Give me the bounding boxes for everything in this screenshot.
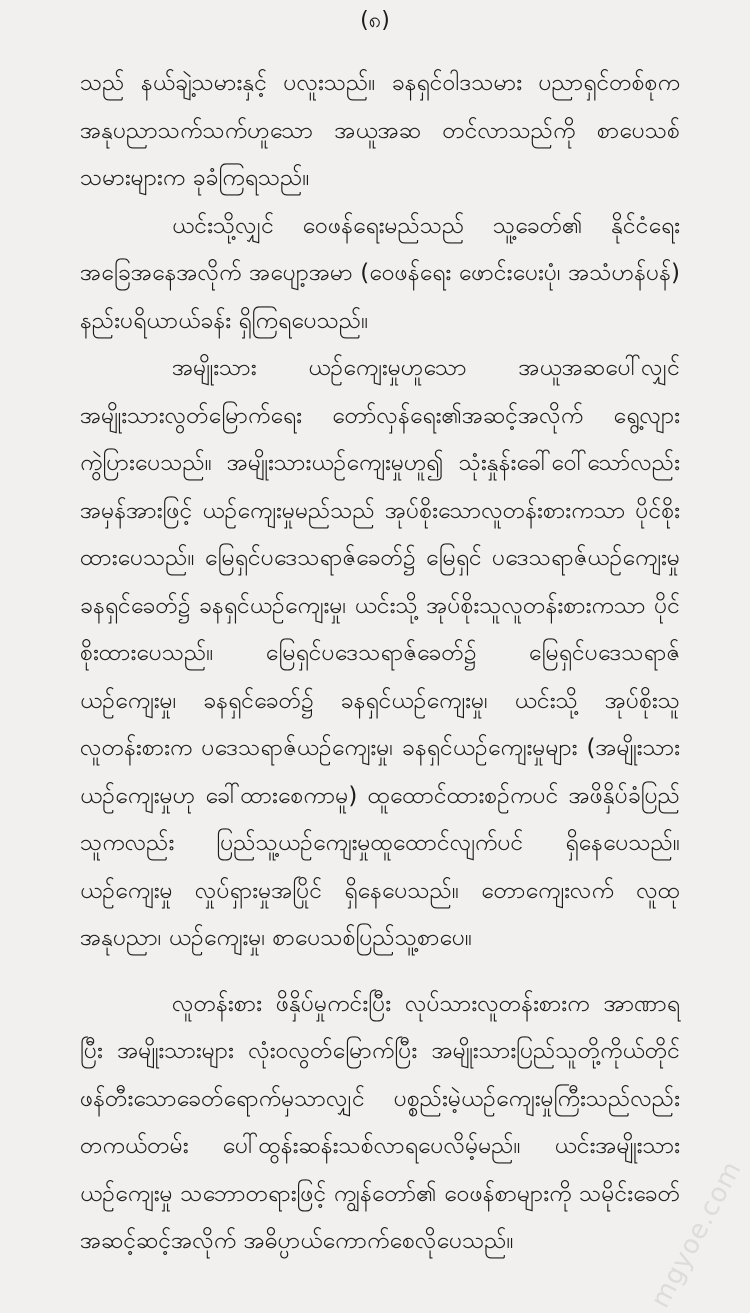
paragraph-4: လူတန်းစား ဖိနှိပ်မှုကင်းပြီး လုပ်သားလူတန်းစားက အာဏာရပြီး အမျိုးသားများ လုံးဝလွတ်မြောက်ပြီး အမျိုးသားပြည်သူတို့ကိုယ်တိုင် ဖန်တီးသောခေတ်ရောက်မှသာလျှင် ပစ္စည်းမဲ့ယဉ်ကျေးမှုကြီးသည်လည်း တကယ်တမ်း ပေါ်ထွန်းဆန်းသစ်လာရပေလိမ့်မည်။ ယင်းအမျိုးသားယဉ်ကျေးမှု သဘောတရားဖြင့် ကျွန်တော်၏ ဝေဖန်စာများကို သမိုင်းခေတ်အဆင့်ဆင့်အလိုက် အဓိပ္ပာယ်ကောက်စေလိုပေသည်။ [80, 990, 680, 1254]
body-text [80, 60, 680, 1266]
page-number: (၈) [360, 8, 390, 33]
paragraph-2: ယင်းသို့လျှင် ဝေဖန်ရေးမည်သည် သူ့ခေတ်၏ နိုင်ငံရေးအခြေအနေအလိုက် အပျော့အမာ (ဝေဖန်ရေး ဖောင်းပေးပုံ၊ အသံဟန်ပန်) နည်းပရိယာယ်ခန်း ရှိကြရပေသည်။ [80, 212, 680, 334]
paragraph-3: အမျိုးသား ယဉ်ကျေးမှုဟူသော အယူအဆပေါ်လျှင် အမျိုးသားလွတ်မြောက်ရေး တော်လှန်ရေး၏အဆင့်အလိုက် ရွေ့လျားကွဲပြားပေသည်။ အမျိုးသားယဉ်ကျေးမှုဟူ၍ သုံးနှုန်းခေါ်ဝေါ်သော်လည်း အမှန်အားဖြင့် ယဉ်ကျေးမှုမည်သည် အုပ်စိုးသောလူတန်းစားကသာ ပိုင်စိုးထားပေသည်။ မြေရှင်ပဒေသရာဇ်ခေတ်၌ မြေရှင် ပဒေသရာဇ်ယဉ်ကျေးမှု ခနရှင်ခေတ်၌ ခနရှင်ယဉ်ကျေးမှု၊ ယင်းသို့ အုပ်စိုးသူလူတန်းစားကသာ ပိုင်စိုးထားပေသည်။ မြေရှင်ပဒေသရာဇ်ခေတ်၌ မြေရှင်ပဒေသရာဇ် ယဉ်ကျေးမှု၊ ခနရှင်ခေတ်၌ ခနရှင်ယဉ်ကျေးမှု၊ ယင်းသို့ အုပ်စိုးသူလူတန်းစားက ပဒေသရာဇ်ယဉ်ကျေးမှု၊ ခနရှင်ယဉ်ကျေးမှုများ (အမျိုးသားယဉ်ကျေးမှုဟု ခေါ်ထားစေကာမူ) ထူထောင်ထားစဉ်ကပင် အဖိနှိပ်ခံပြည်သူကလည်း ပြည်သူ့ယဉ်ကျေးမှုထူထောင်လျက်ပင် ရှိနေပေသည်။ ယဉ်ကျေးမှု လှုပ်ရှားမှုအပြိုင် ရှိနေပေသည်။ တောကျေးလက် လူထု အနုပညာ၊ ယဉ်ကျေးမှု၊ စာပေသစ်ပြည်သူ့စာပေ။ [80, 355, 680, 951]
watermark: mgyoe.com [645, 1155, 748, 1313]
paragraph-1: သည် နယ်ချဲ့သမားနှင့် ပလူးသည်။ ခနရှင်ဝါဒသမား ပညာရှင်တစ်စုက အနုပညာသက်သက်ဟူသော အယူအဆ တင်လာသည်ကို စာပေသစ်သမားများက ခုခံကြရသည်။ [80, 70, 680, 191]
